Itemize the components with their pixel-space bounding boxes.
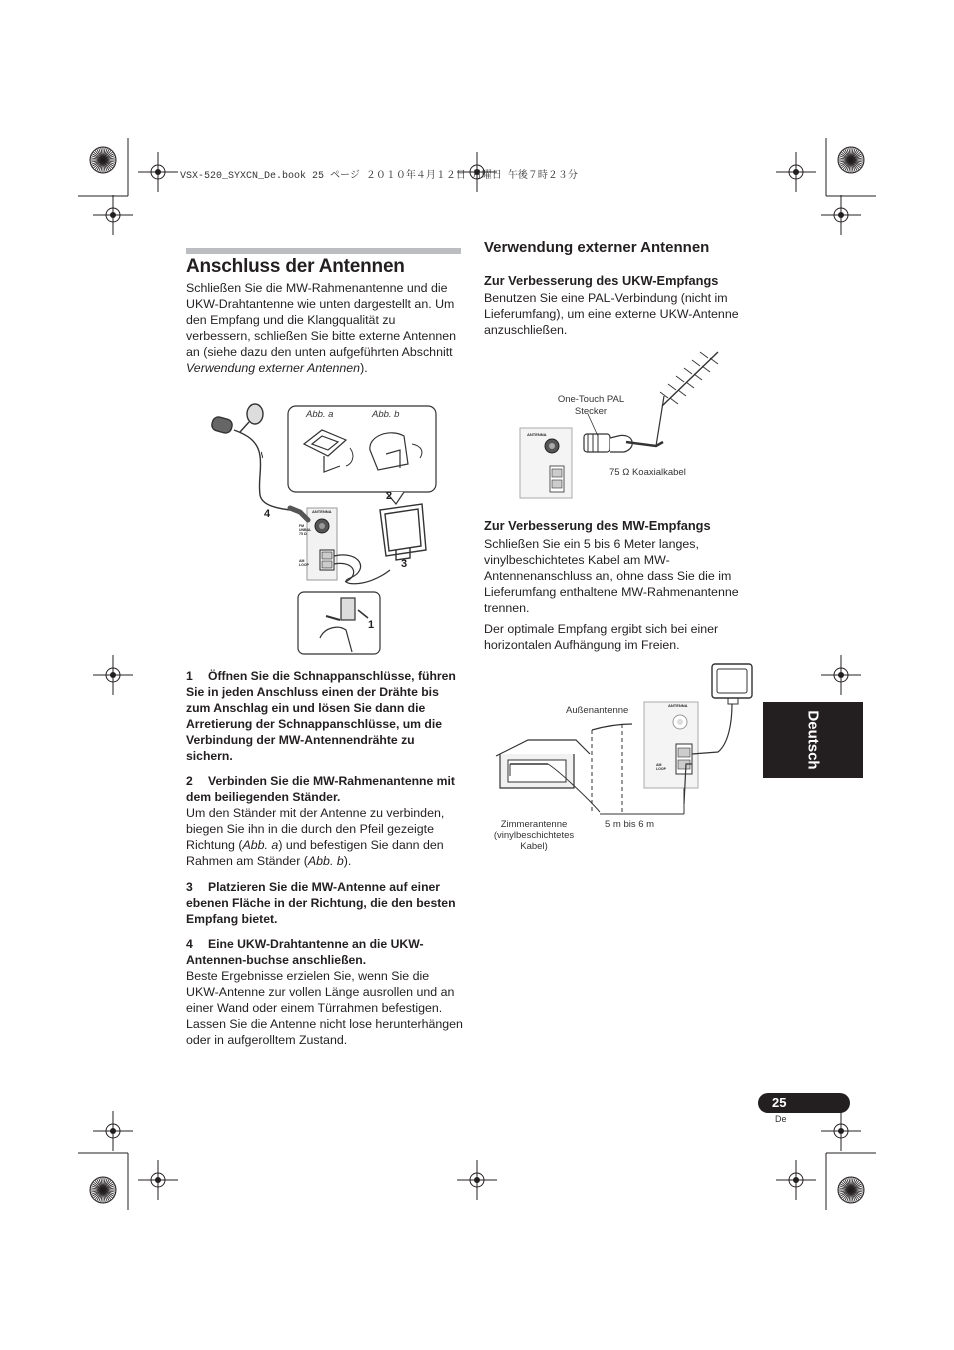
registration-dot xyxy=(155,169,161,175)
callout-1: 1 xyxy=(368,619,375,631)
mw-body-2: Der optimale Empfang ergibt sich bei einer horizontalen Aufhängung im Freien. xyxy=(484,622,719,652)
antenna-connection-figure xyxy=(200,400,480,655)
intro-paragraph: Schließen Sie die MW-Rahmenantenne und die UKW-Drahtantenne wie unten dargestellt an. Um den Empfang und die Klangqualität zu verbessern, schließen Sie bitte externe Antennen an (siehe dazu den unten aufgeführten Abschnitt Verwendung externer Antennen). xyxy=(186,281,457,375)
registration-dot xyxy=(838,1128,844,1134)
callout-4: 4 xyxy=(264,508,271,520)
callout-2: 2 xyxy=(386,490,393,502)
step-2-body: Um den Ständer mit der Antenne zu verbinden, biegen Sie ihn in die durch den Pfeil gezeigte Richtung (Abb. a) und befestigen Sie dann den Rahmen am Ständer (Abb. b). xyxy=(186,806,445,868)
jack-fm-label: FM UNBAL 75 Ω xyxy=(299,524,312,536)
registration-dot xyxy=(110,212,116,218)
fm-fig-jack-label: ANTENNA xyxy=(527,432,547,437)
step-1: 1 Öffnen Sie die Schnappanschlüsse, führen Sie in jeden Anschluss einen der Drähte bis zum Anschlag ein und lösen Sie dann die Arretierung der Schnappanschlüsse, um die Verbindung der MW-Antennendrähte zu sichern. xyxy=(186,669,456,763)
fig-label-abb-b: Abb. b xyxy=(372,409,400,420)
registration-dot xyxy=(793,169,799,175)
registration-dot xyxy=(838,212,844,218)
ukw-heading: Zur Verbesserung des UKW-Empfangs xyxy=(484,273,719,288)
step-2-heading: 2 Verbinden Sie die MW-Rahmenantenne mit dem beiliegenden Ständer. xyxy=(186,774,455,804)
fig-label-abb-a: Abb. a xyxy=(306,409,334,420)
step-4-heading: 4 Eine UKW-Drahtantenne an die UKW-Antennen-buchse anschließen. xyxy=(186,937,424,967)
receiver-antenna-panel xyxy=(307,508,337,580)
mw-body-1: Schließen Sie ein 5 bis 6 Meter langes, vinylbeschichtetes Kabel am MW-Antennenanschluss an, ohne dass Sie die im Lieferumfang enthaltene MW-Rahmenantenne trennen. xyxy=(484,537,739,615)
page-language: De xyxy=(775,1114,787,1124)
print-header: VSX-520_SYXCN_De.book 25 ページ ２０１０年４月１２日 月曜日 午後７時２３分 xyxy=(180,171,578,182)
step-4-body: Beste Ergebnisse erzielen Sie, wenn Sie die UKW-Antenne zur vollen Länge ausrollen und an einer Wand oder einem Türrahmen befestigen. Lassen Sie die Antenne nicht lose herunterhängen oder in aufgerolltem Zustand. xyxy=(186,969,463,1047)
label-pal-plug: One-Touch PAL Stecker xyxy=(557,394,625,417)
registration-dot xyxy=(110,672,116,678)
mw-heading: Zur Verbesserung des MW-Empfangs xyxy=(484,518,711,533)
am-loop-antenna xyxy=(380,504,426,560)
step-3: 3 Platzieren Sie die MW-Antenne auf einer ebenen Fläche in der Richtung, die den besten Empfang bietet. xyxy=(186,880,456,926)
section-title: Anschluss der Antennen xyxy=(186,256,405,277)
registration-star xyxy=(90,147,116,173)
registration-dot xyxy=(110,1128,116,1134)
registration-star xyxy=(838,147,864,173)
page-number: 25 xyxy=(772,1095,787,1110)
registration-star xyxy=(90,1177,116,1203)
registration-dot xyxy=(474,1177,480,1183)
label-coax: 75 Ω Koaxialkabel xyxy=(609,467,686,478)
label-distance: 5 m bis 6 m xyxy=(605,819,655,830)
language-tab-label: Deutsch xyxy=(804,710,822,770)
mw-fig-am-label: AM LOOP xyxy=(656,763,666,771)
callout-3: 3 xyxy=(401,558,408,570)
registration-star xyxy=(838,1177,864,1203)
language-tab xyxy=(763,702,863,778)
registration-dot xyxy=(793,1177,799,1183)
jack-antenna-label: ANTENNA xyxy=(312,509,332,514)
jack-am-label: AM LOOP xyxy=(299,559,309,567)
page-number-badge xyxy=(758,1093,850,1113)
mw-external-figure xyxy=(488,664,778,844)
mw-fig-jack-label: ANTENNA xyxy=(668,703,688,708)
fm-wire-antenna xyxy=(211,404,290,510)
registration-dot xyxy=(838,672,844,678)
external-antennas-title: Verwendung externer Antennen xyxy=(484,239,710,256)
section-bar xyxy=(186,248,461,254)
label-indoor-antenna: Zimmerantenne (vinylbeschichtetes Kabel) xyxy=(493,819,575,852)
label-outdoor-antenna: Außenantenne xyxy=(566,705,629,716)
registration-dot xyxy=(155,1177,161,1183)
ukw-body: Benutzen Sie eine PAL-Verbindung (nicht im Lieferumfang), um eine externe UKW-Antenne anzuschließen. xyxy=(484,291,739,337)
